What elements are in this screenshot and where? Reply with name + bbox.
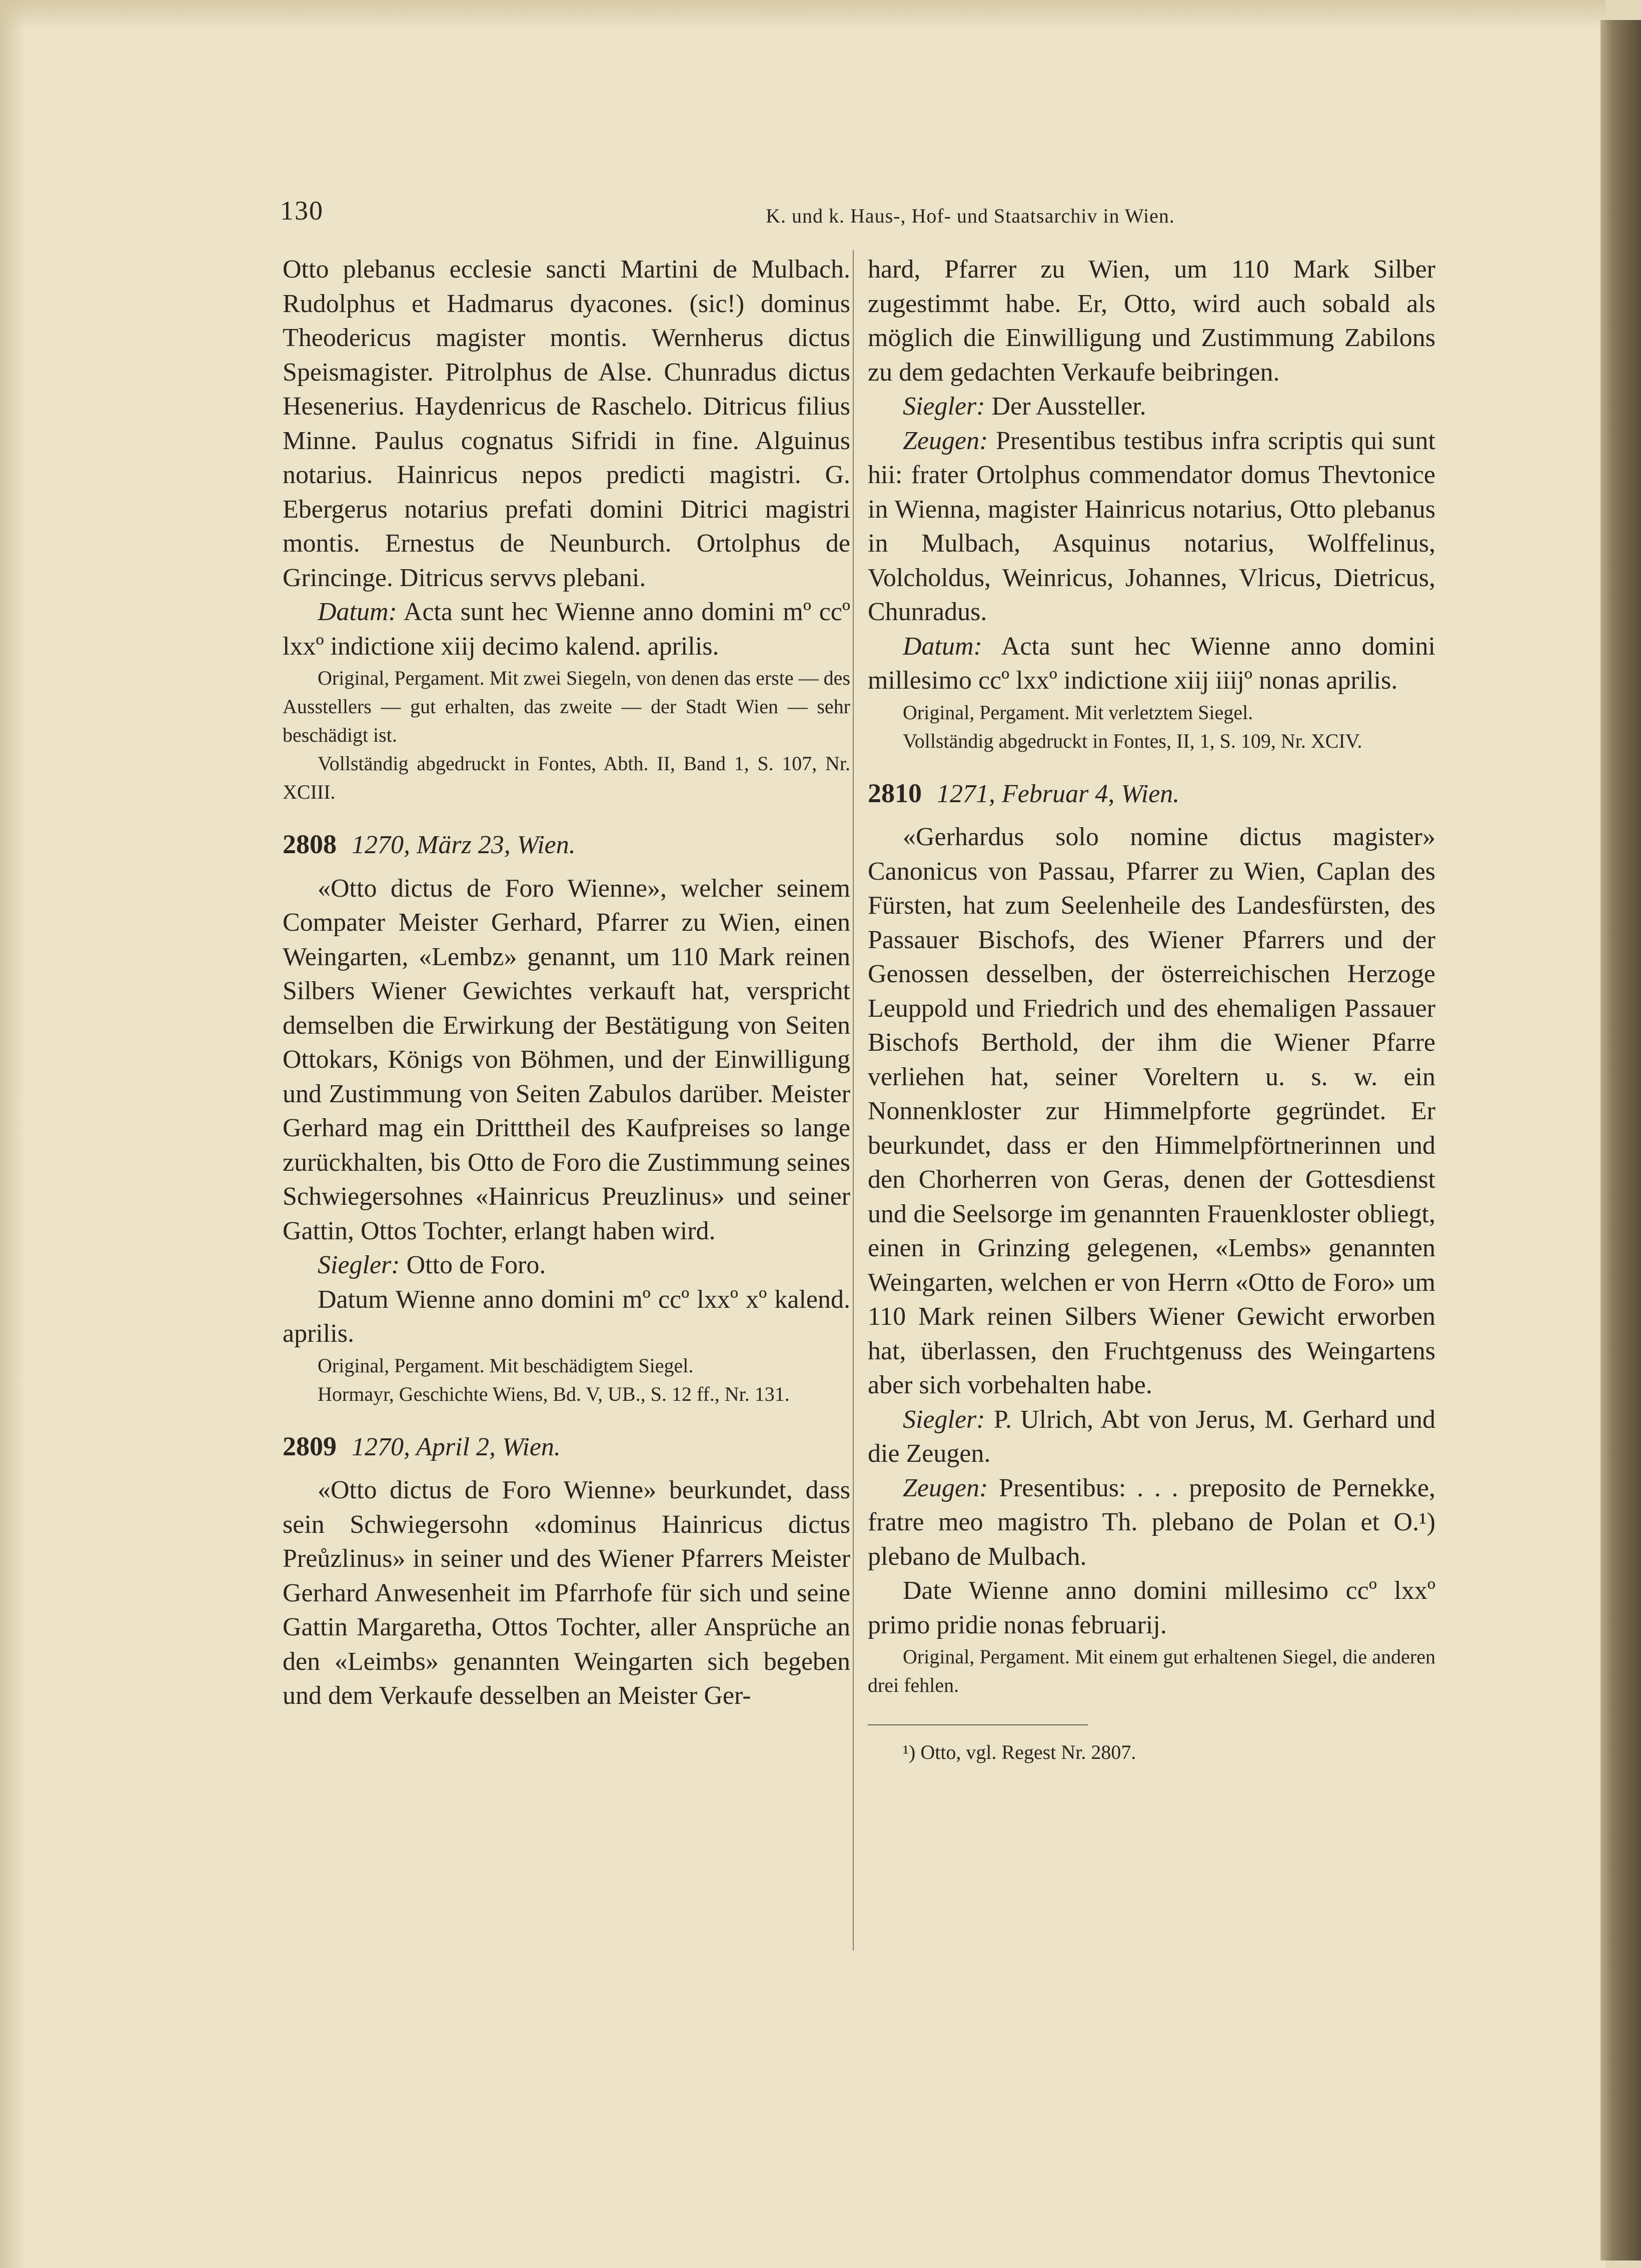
footnote-rule — [868, 1724, 1088, 1725]
regest-body: «Otto dictus de Foro Wienne», welcher seinem Compater Meister Gerhard, Pfarrer zu Wien, einen Weingarten, «Lembz» genannt, um 110 Mark reinen Silbers Wiener Gewichtes verkauft hat, verspricht demselben die Erwirkung der Bestätigung von Seiten Ottokars, Königs von Böhmen, und der Einwilligung und Zustimmung von Seiten Zabulos darüber. Meister Gerhard mag ein Dritttheil des Kaufpreises so lange zurückhalten, bis Otto de Foro die Zustimmung seines Schwiegersohnes «Hainricus Preuzlinus» und seiner Gattin, Ottos Tochter, erlangt haben wird. — [283, 874, 850, 1245]
edition-note: Vollständig abgedruckt in Fontes, II, 1, S. 109, Nr. XCIV. — [903, 729, 1362, 752]
siegler-label: Siegler: — [903, 1405, 985, 1434]
siegler-label: Siegler: — [318, 1251, 400, 1279]
page-number: 130 — [280, 196, 324, 226]
datum-paragraph: Date Wienne anno domini millesimo ccº lxxº primo pridie nonas februarij. — [868, 1576, 1435, 1639]
running-head: K. und k. Haus-, Hof- und Staatsarchiv in Wien. — [766, 205, 1175, 227]
zeugen-label: Zeugen: — [903, 426, 988, 455]
edition-note: Hormayr, Geschichte Wiens, Bd. V, UB., S. 12 ff., Nr. 131. — [318, 1382, 790, 1405]
continued-text: Otto plebanus ecclesie sancti Martini de Mulbach. Rudolphus et Hadmarus dyacones. (sic!) dominus Theodericus magister montis. Wernherus dictus Speismagister. Pitrolphus de Alse. Chunradus dictus Hesenerius. Haydenricus de Raschelo. Ditricus filius Minne. Paulus cognatus Sifridi in fine. Alguinus notarius. Hainricus nepos predicti magistri. G. Ebergerus notarius prefati domini Ditrici magistri montis. Ernestus de Neunburch. Ortolphus de Grincinge. Ditricus servvs plebani. — [283, 255, 850, 592]
siegler-text: P. Ulrich, Abt von Jerus, M. Gerhard und die Zeugen. — [868, 1405, 1435, 1468]
right-column — [868, 253, 1435, 1766]
regest-date: 1270, März 23, Wien. — [352, 831, 576, 859]
siegler-paragraph — [868, 1403, 1435, 1471]
datum-text: Acta sunt hec Wienne anno domini millesimo ccº lxxº indictione xiij iiijº nonas aprilis. — [868, 632, 1435, 695]
regest-body: «Otto dictus de Foro Wienne» beurkundet, dass sein Schwiegersohn «dominus Hainricus dictus Preůzlinus» in seiner und des Wiener Pfarrers Meister Gerhard Anwesenheit im Pfarrhofe für sich und seine Gattin Margaretha, Ottos Tochter, aller Ansprüche an den «Leimbs» genannten Weingarten sich begeben und dem Verkaufe desselben an Meister Ger- — [283, 1476, 850, 1710]
siegler-paragraph — [868, 390, 1435, 424]
siegler-text: Otto de Foro. — [400, 1251, 546, 1279]
regest-date: 1270, April 2, Wien. — [352, 1432, 561, 1461]
regest-date: 1271, Februar 4, Wien. — [937, 779, 1180, 808]
datum-text: Acta sunt hec Wienne anno domini mº ccº lxxº indictione xiij decimo kalend. aprilis. — [283, 598, 850, 661]
zeugen-paragraph — [868, 1471, 1435, 1574]
edition-note: Vollständig abgedruckt in Fontes, Abth. II, Band 1, S. 107, Nr. XCIII. — [283, 752, 850, 803]
datum-paragraph: Datum Wienne anno domini mº ccº lxxº xº kalend. aprilis. — [283, 1285, 850, 1348]
regest-heading-2809 — [283, 1429, 850, 1465]
regest-number: 2808 — [283, 829, 337, 859]
regest-number: 2809 — [283, 1431, 337, 1461]
source-note: Original, Pergament. Mit verletztem Siegel. — [903, 701, 1253, 724]
book-edge — [1600, 20, 1641, 2260]
datum-paragraph — [868, 630, 1435, 698]
regest-number: 2810 — [868, 778, 922, 808]
datum-label: Datum: — [903, 632, 982, 661]
source-note: Original, Pergament. Mit zwei Siegeln, von denen das erste — des Ausstellers — gut erhalten, das zweite — der Stadt Wien — sehr beschädigt ist. — [283, 667, 850, 746]
datum-label: Datum: — [318, 598, 397, 626]
source-note: Original, Pergament. Mit beschädigtem Siegel. — [318, 1354, 694, 1377]
left-column — [283, 253, 850, 1713]
page-shadow-top — [0, 0, 1605, 30]
page-shadow-left — [0, 0, 25, 2268]
zeugen-text: Presentibus: . . . preposito de Pernekke, fratre meo magistro Th. plebano de Polan et O.¹) plebano de Mulbach. — [868, 1473, 1435, 1571]
datum-paragraph — [283, 595, 850, 664]
regest-body: «Gerhardus solo nomine dictus magister» Canonicus von Passau, Pfarrer zu Wien, Caplan des Fürsten, hat zum Seelenheile des Landesfürsten, des Passauer Bischofs, des Wiener Pfarrers und der Genossen desselben, der österreichischen Herzoge Leuppold und Friedrich und des ehemaligen Passauer Bischofs Berthold, der ihm die Wiener Pfarre verliehen hat, seiner Voreltern u. s. w. ein Nonnenkloster zur Himmelpforte gegründet. Er beurkundet, dass er den Himmelpförtnerinnen und den Chorherren von Geras, denen der Gottesdienst und die Seelsorge im genannten Frauenkloster obliegt, einen in Grinzing gelegenen, «Lembs» genannten Weingarten, welchen er von Herrn «Otto de Foro» um 110 Mark reinen Silbers Wiener Gewicht erworben hat, überlassen, den Fruchtgenuss des Weingartens aber sich vorbehalten habe. — [868, 823, 1435, 1399]
zeugen-paragraph — [868, 424, 1435, 630]
regest-heading-2808 — [283, 827, 850, 863]
column-divider — [853, 250, 854, 1950]
zeugen-label: Zeugen: — [903, 1473, 988, 1502]
source-note: Original, Pergament. Mit einem gut erhaltenen Siegel, die anderen drei fehlen. — [868, 1645, 1435, 1696]
siegler-paragraph — [283, 1248, 850, 1283]
regest-heading-2810 — [868, 776, 1435, 812]
zeugen-text: Presentibus testibus infra scriptis qui sunt hii: frater Ortolphus commendator domus Thevtonice in Wienna, magister Hainricus notarius, Otto plebanus in Mulbach, Asquinus notarius, Wolffelinus, Volcholdus, Weinricus, Johannes, Vlricus, Dietricus, Chunradus. — [868, 426, 1435, 626]
footnote: ¹) Otto, vgl. Regest Nr. 2807. — [903, 1741, 1136, 1763]
siegler-text: Der Aussteller. — [985, 392, 1146, 421]
continued-text: hard, Pfarrer zu Wien, um 110 Mark Silber zugestimmt habe. Er, Otto, wird auch sobald als möglich die Einwilligung und Zustimmung Zabilons zu dem gedachten Verkaufe beibringen. — [868, 255, 1435, 387]
siegler-label: Siegler: — [903, 392, 985, 421]
